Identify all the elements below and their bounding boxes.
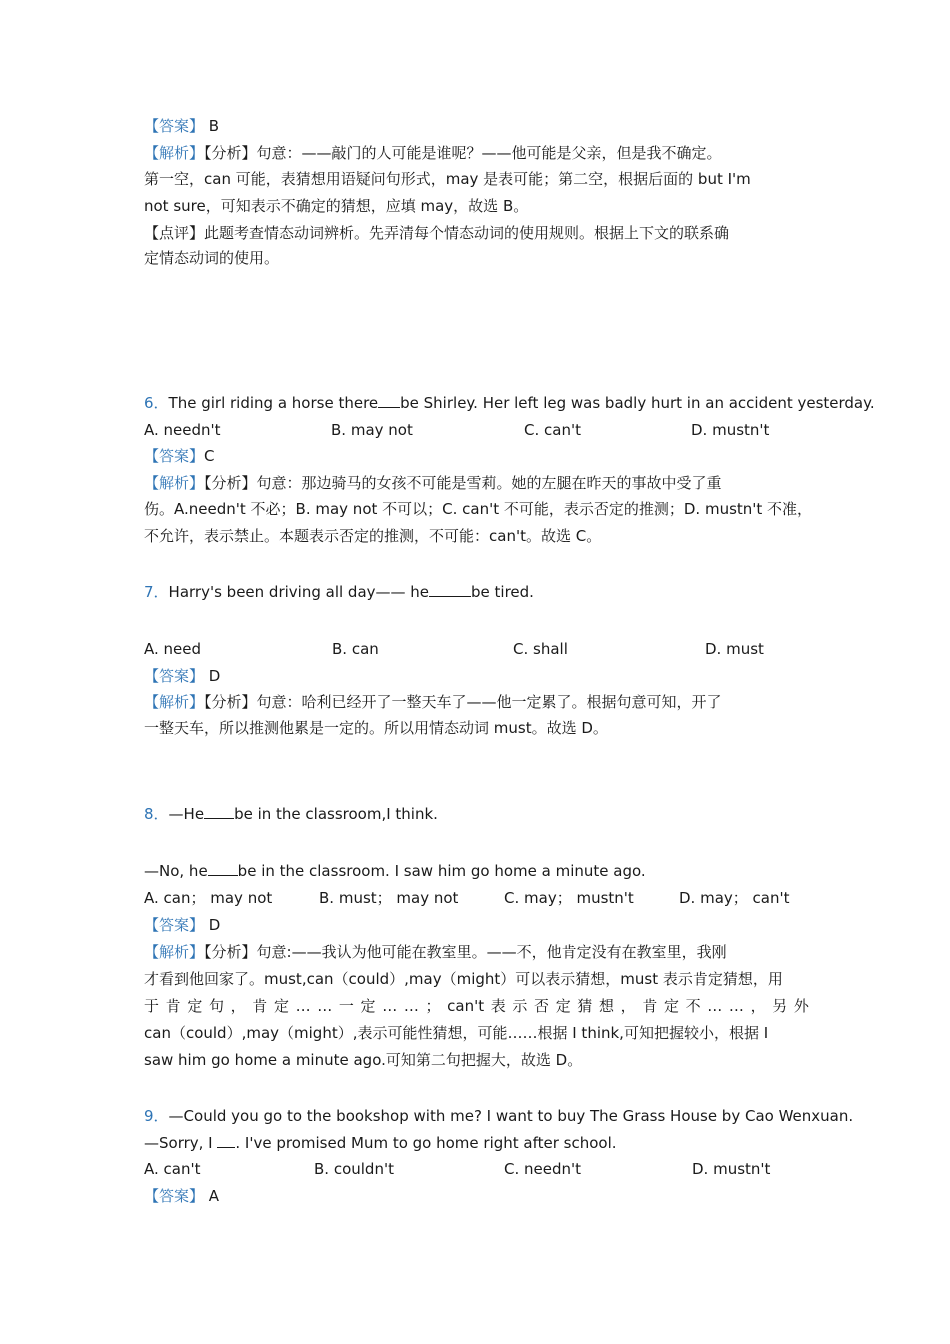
question-8-stem [144,804,438,824]
comment-line-5-1: 【点评】此题考查情态动词辨析。先弄清每个情态动词的使用规则。根据上下文的联系确 [144,224,730,242]
answer-value: C [204,447,215,465]
question-number: 8． [144,805,169,823]
answer-blank [217,1133,235,1148]
option-d: D. must [705,640,764,658]
analysis-text: 【分析】句意：那边骑马的女孩不可能是雪莉。她的左腿在昨天的事故中受了重 [204,474,722,492]
stem-text: —Could you go to the bookshop with me? I want to buy The Grass House by Cao Wenxuan. [168,1107,854,1125]
analysis-line-8-2: 才看到他回家了。must,can（could）,may（might）可以表示猜想，must 表示肯定猜想，用 [144,970,783,988]
answer-tag: 【答案】 [144,667,205,685]
option-a: A. can； may not [144,889,273,907]
answer-blank [378,393,400,408]
answer-tag: 【答案】 [144,117,205,135]
option-c: C. can't [524,421,581,439]
text-char: 定 [187,997,203,1015]
analysis-tag: 【解析】 [144,693,205,711]
text-char: 另 [772,997,788,1015]
analysis-line-8-4: can（could）,may（might）,表示可能性猜想，可能……根据 I think,可知把握较小，根据 I [144,1024,769,1042]
question-7-stem [144,582,534,602]
text-char: 定 [663,997,679,1015]
answer-line-7 [144,666,220,686]
answer-value: A [208,1187,220,1205]
answer-value: B [208,117,220,135]
analysis-line-6-1 [144,473,722,493]
option-b: B. must； may not [319,889,459,907]
answer-blank [429,582,471,597]
text-char: 于 [144,997,160,1015]
analysis-text: 【分析】句意：——敲门的人可能是谁呢？——他可能是父亲，但是我不确定。 [204,144,722,162]
question-number: 7． [144,583,169,601]
text-char: … [382,997,398,1015]
text-char: 肯 [252,997,268,1015]
option-d: D. mustn't [692,1160,771,1178]
analysis-line-6-3: 不允许，表示禁止。本题表示否定的推测，不可能：can't。故选 C。 [144,527,602,545]
stem-text: Harry's been driving all day—— he [168,583,430,601]
stem-text: —No, he [144,862,208,880]
analysis-tag: 【解析】 [144,474,205,492]
question-number: 9． [144,1107,169,1125]
text-char: … [317,997,333,1015]
analysis-line-8-3 [144,996,809,1016]
analysis-line-7-1 [144,692,722,712]
option-c: C. needn't [504,1160,582,1178]
question-8-stem-2 [144,861,646,881]
option-d: D. mustn't [691,421,770,439]
analysis-tag: 【解析】 [144,144,205,162]
question-6-stem [144,393,875,413]
option-a: A. needn't [144,421,221,439]
option-b: B. can [332,640,379,658]
analysis-tag: 【解析】 [144,943,205,961]
question-number: 6． [144,394,169,412]
stem-text: The girl riding a horse there [168,394,379,412]
text-char: 否 [534,997,550,1015]
answer-tag: 【答案】 [144,447,205,465]
text-char: can't [447,997,485,1015]
stem-text: be Shirley. Her left leg was badly hurt in an accident yesterday. [400,394,875,412]
text-char: ， [620,997,636,1015]
text-char: ， [230,997,246,1015]
text-char: 不 [685,997,701,1015]
text-char: 表 [490,997,506,1015]
stem-text: be in the classroom. I saw him go home a minute ago. [237,862,646,880]
text-char: ， [750,997,766,1015]
option-a: A. can't [144,1160,201,1178]
answer-value: D [208,667,221,685]
analysis-line-5-3: not sure，可知表示不确定的猜想，应填 may，故选 B。 [144,197,529,215]
text-char: 肯 [165,997,181,1015]
analysis-line-8-5: saw him go home a minute ago.可知第二句把握大，故选 D。 [144,1051,583,1069]
comment-line-5-2: 定情态动词的使用。 [144,249,280,267]
stem-text: be tired. [471,583,534,601]
option-b: B. may not [331,421,413,439]
text-char: 外 [793,997,809,1015]
stem-text: —Sorry, I [144,1134,213,1152]
answer-blank [204,804,234,819]
answer-value: D [208,916,221,934]
option-c: C. shall [513,640,568,658]
analysis-text: 【分析】句意:——我认为他可能在教室里。——不，他肯定没有在教室里，我刚 [204,943,727,961]
answer-tag: 【答案】 [144,916,205,934]
question-9-stem [144,1106,853,1126]
text-char: … [707,997,723,1015]
text-char: 示 [512,997,528,1015]
stem-text: —He [168,805,205,823]
text-char: 句 [208,997,224,1015]
analysis-text: 【分析】句意：哈利已经开了一整天车了——他一定累了。根据句意可知，开了 [204,693,722,711]
answer-tag: 【答案】 [144,1187,205,1205]
answer-blank [208,861,238,876]
text-char: 肯 [642,997,658,1015]
option-b: B. couldn't [314,1160,394,1178]
answer-line-8 [144,915,220,935]
text-char: … [295,997,311,1015]
analysis-line-5-1 [144,143,722,163]
analysis-line-5-2: 第一空，can 可能，表猜想用语疑问句形式，may 是表可能；第二空，根据后面的 but I'm [144,170,751,188]
analysis-line-6-2: 伤。A.needn't 不必；B. may not 不可以；C. can't 不可能，表示否定的推测；D. mustn't 不准， [144,500,813,518]
stem-text: . I've promised Mum to go home right after school. [235,1134,617,1152]
text-char: 想 [599,997,615,1015]
text-char: … [403,997,419,1015]
option-c: C. may； mustn't [504,889,634,907]
answer-line-9 [144,1186,219,1206]
option-a: A. need [144,640,202,658]
text-char: 定 [273,997,289,1015]
analysis-line-7-2: 一整天车，所以推测他累是一定的。所以用情态动词 must。故选 D。 [144,719,608,737]
text-char: 定 [555,997,571,1015]
answer-line-5 [144,116,219,136]
option-d: D. may； can't [679,889,790,907]
text-char: … [728,997,744,1015]
text-char: 一 [338,997,354,1015]
analysis-line-8-1 [144,942,727,962]
text-char: ； [425,997,441,1015]
stem-text: be in the classroom,I think. [234,805,438,823]
answer-line-6 [144,446,215,466]
question-9-stem-2 [144,1133,617,1153]
text-char: 定 [360,997,376,1015]
text-char: 猜 [577,997,593,1015]
